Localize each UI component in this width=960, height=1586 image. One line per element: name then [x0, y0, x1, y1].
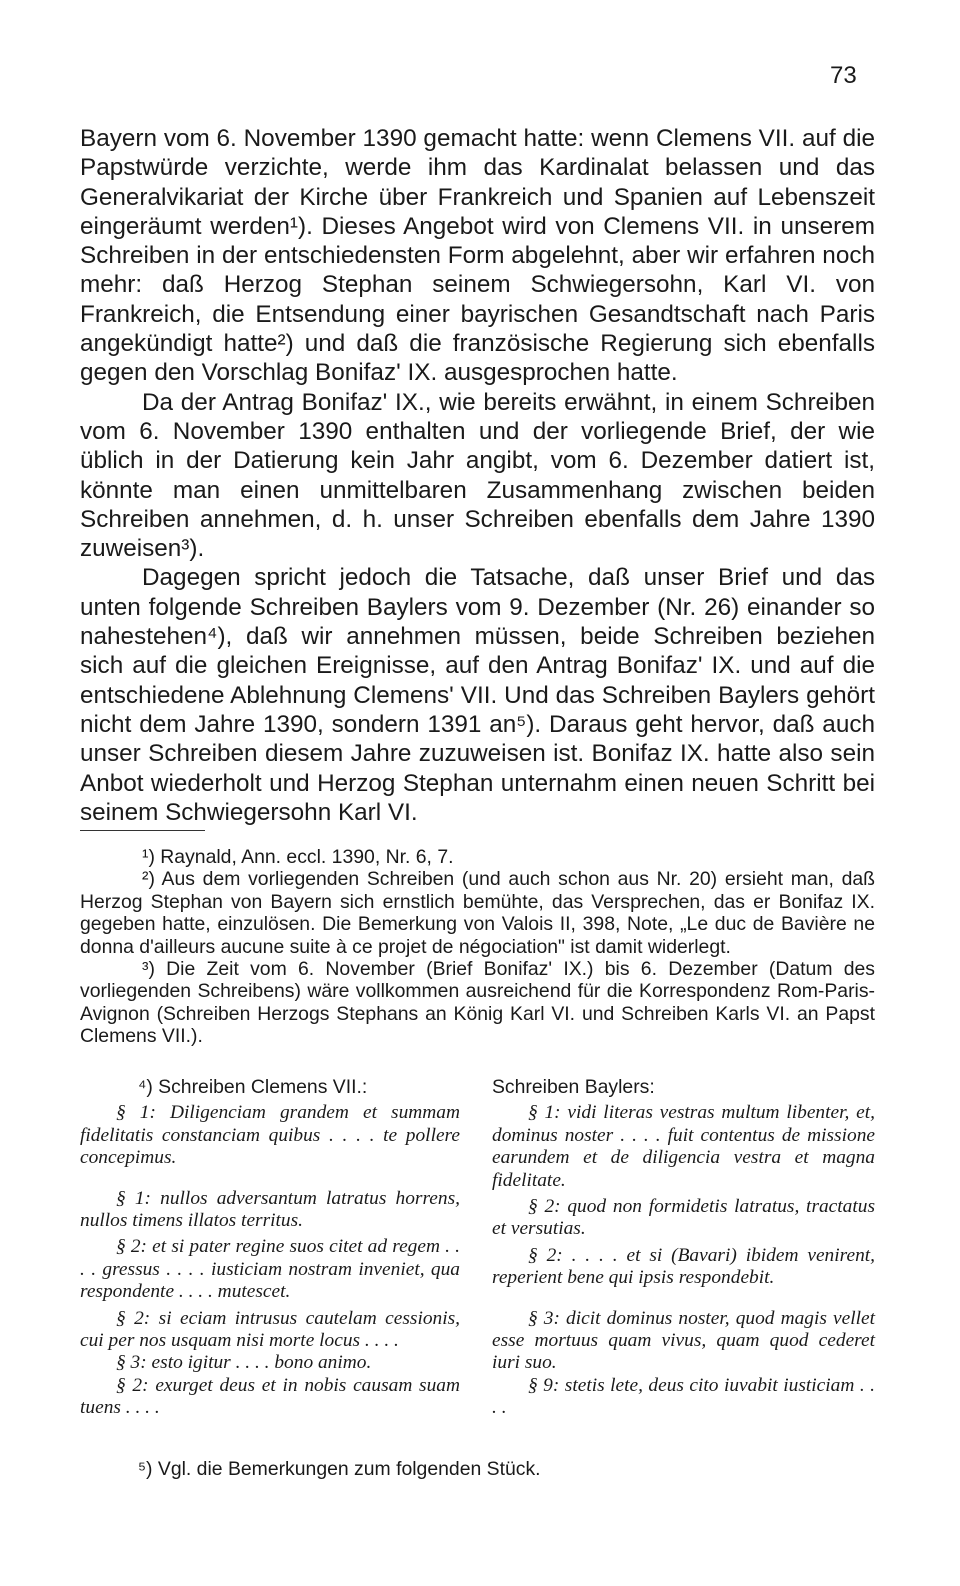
- quote-item: § 2: quod non formidetis latratus, tractatus et versutias.: [492, 1196, 875, 1240]
- quote-item: § 1: Diligenciam grandem et summam fidelitatis constanciam quibus . . . . te pollere concepimus.: [80, 1102, 460, 1169]
- column-heading: Schreiben Baylers:: [492, 1076, 655, 1098]
- body-paragraph: Bayern vom 6. November 1390 gemacht hatte: wenn Clemens VII. auf die Papstwürde verzichte, werde ihm das Kardinalat belassen und das Generalvikariat der Kirche über Frankreich und Spanien auf Lebenszeit eingeräumt werden¹). Dieses Angebot wird von Clemens VII. in unserem Schreiben in der entschiedensten Form abgelehnt, aber wir erfahren noch mehr: daß Herzog Stephan seinem Schwiegersohn, Karl VI. von Frankreich, die Entsendung einer bayrischen Gesandtschaft nach Paris angekündigt hatte²) und daß die französische Regierung sich ebenfalls gegen den Vorschlag Bonifaz' IX. ausgesprochen hatte.: [80, 125, 875, 387]
- quote-item: § 2: . . . . et si (Bavari) ibidem venirent, reperient bene qui ipsis respondebit.: [492, 1244, 875, 1289]
- quote-item: § 1: nullos adversantum latratus horrens, nullos timens illatos territus.: [80, 1187, 460, 1232]
- page-number: 73: [830, 62, 857, 89]
- column-heading: ⁴) Schreiben Clemens VII.:: [138, 1076, 368, 1098]
- footnote-5: ⁵) Vgl. die Bemerkungen zum folgenden Stück.: [138, 1458, 541, 1480]
- footnote: ²) Aus dem vorliegenden Schreiben (und auch schon aus Nr. 20) ersieht man, daß Herzog Stephan von Bayern sich ernstlich bemühte, das Versprechen, das er Bonifaz IX. gegeben hatte, einzulösen. Die Bemerkung von Valois II, 398, Note, „Le duc de Bavière ne donna d'ailleurs aucune suite à ce projet de négociation" ist damit widerlegt.: [80, 868, 875, 958]
- quote-item: § 2: si eciam intrusus cautelam cessionis, cui per nos usquam nisi morte locus . . . .: [80, 1307, 460, 1352]
- quote-item: § 3: dicit dominus noster, quod magis vellet esse mortuus quam vivus, quam quod cederet iuri suo.: [492, 1307, 875, 1374]
- footnotes: [80, 846, 875, 1048]
- quote-item: § 2: exurget deus et in nobis causam suam tuens . . . .: [80, 1374, 460, 1419]
- quote-item: § 2: et si pater regine suos citet ad regem . . . . gressus . . . . iusticiam nostram inveniet, qua respondente . . . . mutescet.: [80, 1236, 460, 1303]
- footnote: ¹) Raynald, Ann. eccl. 1390, Nr. 6, 7.: [142, 846, 454, 868]
- footnote: ³) Die Zeit vom 6. November (Brief Bonifaz' IX.) bis 6. Dezember (Datum des vorliegenden Schreibens) wäre vollkommen ausreichend für die Korrespondenz Rom-Paris-Avignon (Schreiben Herzogs Stephans an König Karl VI. und Schreiben Karls VI. an Papst Clemens VII.).: [80, 958, 875, 1048]
- footnote-divider: [80, 830, 205, 831]
- body-paragraph: Dagegen spricht jedoch die Tatsache, daß unser Brief und das unten folgende Schreiben Baylers vom 9. Dezember (Nr. 26) einander so nahestehen⁴), daß wir annehmen müssen, beide Schreiben beziehen sich auf die gleichen Ereignisse, auf den Antrag Bonifaz' IX. und auf die entschiedene Ablehnung Clemens' VII. Und das Schreiben Baylers gehört nicht dem Jahre 1390, sondern 1391 an⁵). Daraus geht hervor, daß auch unser Schreiben diesem Jahre zuzuweisen ist. Bonifaz IX. hatte also sein Anbot wiederholt und Herzog Stephan unternahm einen neuen Schritt bei seinem Schwiegersohn Karl VI.: [80, 564, 875, 826]
- body-paragraph: Da der Antrag Bonifaz' IX., wie bereits erwähnt, in einem Schreiben vom 6. November 1390 enthalten und der vorliegende Brief, der wie üblich in der Datierung kein Jahr angibt, vom 6. Dezember datiert ist, könnte man einen unmittelbaren Zusammenhang zwischen beiden Schreiben annehmen, d. h. unser Schreiben ebenfalls dem Jahre 1390 zuweisen³).: [80, 388, 875, 563]
- quote-item: § 9: stetis lete, deus cito iuvabit iusticiam . . . .: [492, 1374, 875, 1419]
- quote-item: § 3: esto igitur . . . . bono animo.: [116, 1352, 372, 1374]
- column-baylers: [492, 1076, 875, 1420]
- main-text: [80, 124, 875, 827]
- quote-item: § 1: vidi literas vestras multum libenter, et, dominus noster . . . . fuit contentus de missione earundem et de diligencia vestra et magna fidelitate.: [492, 1102, 875, 1191]
- column-clemens: [80, 1076, 460, 1420]
